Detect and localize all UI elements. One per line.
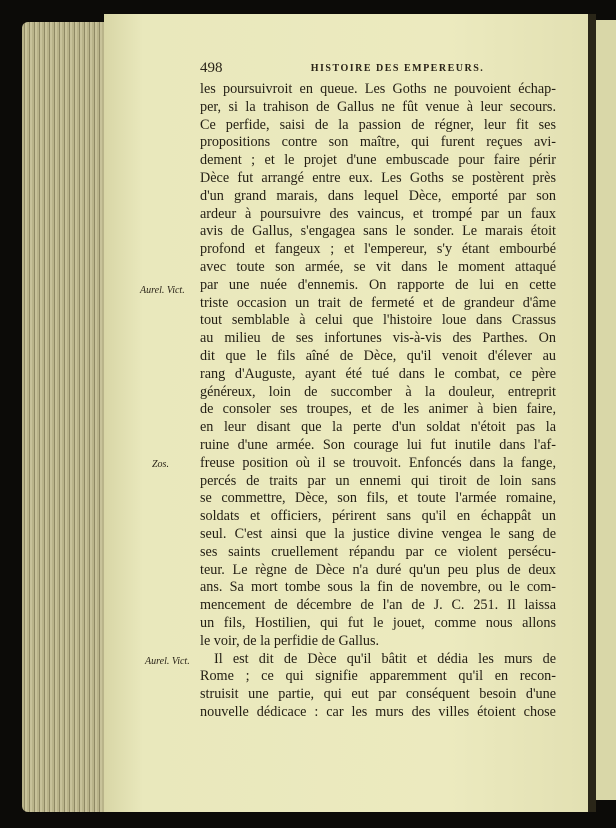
- margin-note: Aurel. Vict.: [140, 285, 185, 296]
- book-gutter: [588, 14, 596, 812]
- page-number: 498: [200, 60, 223, 76]
- text-line: rang d'Auguste, ayant été tué dans le combat, ce père: [200, 365, 556, 382]
- text-line: le voir, de la perfidie de Gallus.: [200, 632, 380, 649]
- text-line: seul. C'est ainsi que la justice divine vengea le sang de: [200, 525, 556, 542]
- text-line: dit que le fils aîné de Dèce, qu'il venoit d'élever au: [200, 347, 556, 364]
- text-line: per, si la trahison de Gallus ne fût venue à leur secours.: [200, 98, 556, 115]
- text-line: par une nuée d'ennemis. On rapporte de lui en cette: [200, 276, 556, 293]
- text-line: les poursuivroit en queue. Les Goths ne pouvoient échap-: [200, 81, 556, 97]
- text-line: en leur disant que la perte d'un soldat n'étoit pas la: [200, 419, 556, 436]
- text-line: Ce perfide, saisi de la passion de régner, leur fit ses: [200, 116, 556, 133]
- text-line: dement ; et le projet d'une embuscade pour faire périr: [200, 152, 556, 169]
- text-line: triste occasion un trait de fermeté et de grandeur d'âme: [200, 294, 556, 311]
- margin-note: Aurel. Vict.: [145, 656, 190, 667]
- text-line: profond et fangeux ; et l'empereur, s'y étant embourbé: [200, 241, 556, 258]
- text-line: ans. Sa mort tombe sous la fin de novembre, ou le com-: [200, 579, 556, 596]
- text-line: tout semblable à celui que l'histoire loue dans Crassus: [200, 312, 556, 329]
- book-page-edges: [22, 22, 108, 812]
- text-line: soldats et officiers, périrent sans qu'il en échappât un: [200, 508, 556, 525]
- text-line: de consoler ses troupes, et de les animer à bien faire,: [200, 401, 556, 418]
- next-page-edge: [596, 20, 616, 800]
- text-line: Rome ; ce qui signifie apparemment qu'il en recon-: [200, 668, 556, 685]
- text-line: avis de Gallus, s'engagea sans le sonder. Le marais étoit: [200, 223, 556, 240]
- text-line: d'un grand marais, dans lequel Dèce, emporté par son: [200, 187, 556, 204]
- text-line: struisit une partie, qui eut par conséquent besoin d'une: [200, 686, 556, 703]
- text-line: mencement de décembre de l'an de J. C. 251. Il laissa: [200, 597, 556, 614]
- text-line: ses saints cruellement répandu par ce violent persécu-: [200, 543, 556, 560]
- text-line: Il est dit de Dèce qu'il bâtit et dédia les murs de: [214, 650, 556, 667]
- text-line: Dèce fut arrangé entre eux. Les Goths se postèrent près: [200, 169, 556, 186]
- running-title: HISTOIRE DES EMPEREURS.: [310, 63, 485, 74]
- text-line: ruine d'une armée. Son courage lui fut inutile dans l'af-: [200, 436, 556, 453]
- page-header: [200, 60, 555, 80]
- text-line: ardeur à poursuivre des vaincus, et trompé par un faux: [200, 205, 556, 222]
- body-text: [200, 81, 556, 722]
- text-line: avec toute son armée, se vit dans le moment attaqué: [200, 258, 556, 275]
- text-line: propositions contre son maître, qui furent reçues avi-: [200, 134, 556, 151]
- text-line: freuse position où il se trouvoit. Enfoncés dans la fange,: [200, 454, 556, 471]
- text-line: nouvelle dédicace : car les murs des villes étoient chose: [200, 703, 556, 720]
- margin-note: Zos.: [152, 459, 169, 470]
- text-line: au milieu de ses infortunes vis-à-vis des Parthes. On: [200, 330, 556, 347]
- text-line: un fils, Hostilien, qui fut le jouet, comme nous allons: [200, 614, 556, 631]
- text-line: teur. Le règne de Dèce n'a duré qu'un peu plus de deux: [200, 561, 556, 578]
- text-line: se commettre, Dèce, son fils, et toute l'armée romaine,: [200, 490, 556, 507]
- text-line: généreux, loin de succomber à la douleur, entreprit: [200, 383, 556, 400]
- text-line: percés de traits par un ennemi qui tiroit de loin sans: [200, 472, 556, 489]
